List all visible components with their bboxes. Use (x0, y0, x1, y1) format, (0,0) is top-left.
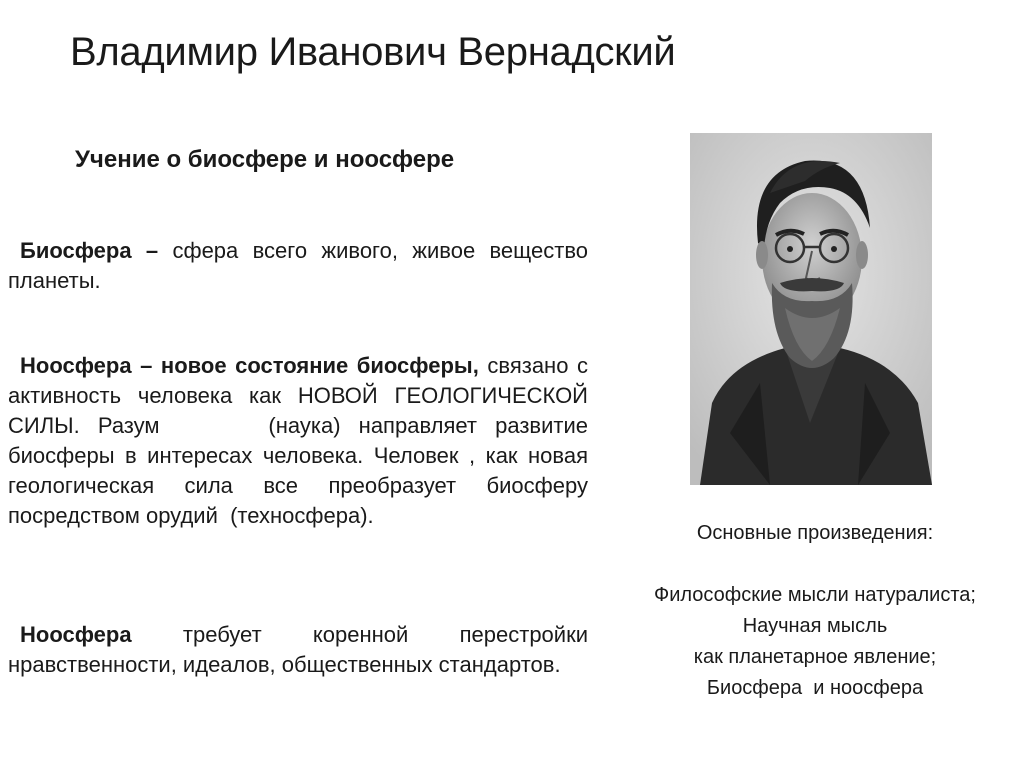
works-list (615, 580, 1015, 704)
paragraph-biosphere (8, 236, 588, 296)
slide-title: Владимир Иванович Вернадский (70, 30, 676, 74)
works-item: Научная мысль (742, 615, 888, 637)
term-biosphere: Биосфера – (20, 238, 159, 263)
term-noosphere-2: Ноосфера (20, 622, 132, 647)
term-noosphere: Ноосфера – новое состояние биосферы, (20, 353, 479, 378)
works-item: Философские мысли натуралиста; (654, 584, 976, 606)
portrait-illustration (690, 133, 932, 485)
works-item: Биосфера и ноосфера (706, 677, 924, 699)
definition-biosphere: сфера всего живого, живое вещество планеты. (8, 238, 589, 293)
works-heading: Основные произведения: (696, 522, 934, 544)
slide-subtitle: Учение о биосфере и ноосфере (75, 146, 455, 173)
works-item: как планетарное явление; (693, 646, 937, 668)
portrait-photo (690, 133, 932, 485)
paragraph-noosphere-requirement (8, 620, 588, 680)
paragraph-noosphere (8, 351, 595, 531)
definition-noosphere-2: требует коренной перестройки нравственности, идеалов, общественных стандартов. (8, 622, 588, 677)
definition-noosphere: связано с активность человека как НОВОЙ ГЕОЛОГИЧЕСКОЙ СИЛЫ. Разум (наука) направляет развитие биосферы в интересах человека. Человек , как новая геологическая сила все преобразует биосферу посредством орудий (техносфера). (8, 353, 595, 528)
